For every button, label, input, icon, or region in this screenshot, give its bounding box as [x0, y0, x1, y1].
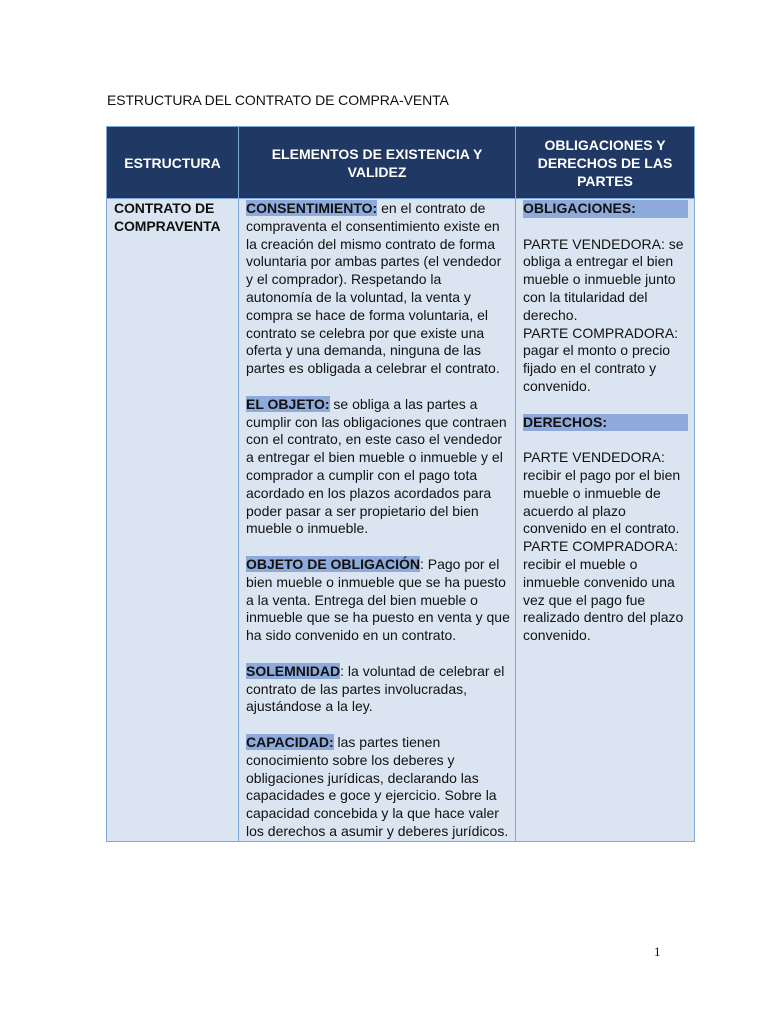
table-row — [107, 199, 695, 842]
element-term: CAPACIDAD: — [246, 733, 334, 750]
element-text: las partes tienen conocimiento sobre los deberes y obligaciones jurídicas, declarando las capacidades e goce y ejercicio. Sobre la capacidad concebida y la que hace valer los derechos a asumir y deberes jurídicos. — [246, 733, 509, 839]
document-title: ESTRUCTURA DEL CONTRATO DE COMPRA-VENTA — [107, 92, 449, 108]
structure-cell: CONTRATO DE COMPRAVENTA — [107, 199, 239, 842]
rights-seller: PARTE VENDEDORA: recibir el pago por el bien mueble o inmueble de acuerdo al plazo convenido en el contrato. — [523, 449, 681, 537]
obligations-heading: OBLIGACIONES: — [523, 200, 688, 218]
spacer — [523, 396, 688, 414]
obligations-buyer: PARTE COMPRADORA: pagar el monto o precio fijado en el contrato y convenido. — [523, 324, 679, 394]
element-text: : la voluntad de celebrar el contrato de las partes involucradas, ajustándose a la ley. — [246, 662, 505, 715]
element-text: : Pago por el bien mueble o inmueble que se ha puesto a la venta. Entrega del bien mueble o inmueble que se ha puesto en venta y que ha sido convenido en un contrato. — [246, 555, 510, 644]
element-term: EL OBJETO: — [246, 395, 330, 412]
page-number: 1 — [654, 944, 661, 959]
obligations-seller: PARTE VENDEDORA: se obliga a entregar el bien mueble o inmueble junto con la titularidad del derecho. — [523, 235, 684, 323]
element-objeto — [246, 396, 511, 538]
element-term: CONSENTIMIENTO: — [246, 200, 378, 216]
element-text: en el contrato de compraventa el consentimiento existe en la creación del mismo contrato de forma voluntaria por ambas partes (el vendedor y el comprador). Respetando la autonomía de la voluntad, la venta y compra se hace de forma voluntaria, el contrato se celebra por que existe una oferta y una demanda, ninguna de las partes es obligada a celebrar el contrato. — [246, 200, 502, 377]
header-obligations-rights: OBLIGACIONES Y DERECHOS DE LAS PARTES — [516, 127, 695, 199]
table-header-row — [107, 127, 695, 199]
rights-heading: DERECHOS: — [523, 414, 688, 432]
obligations-rights-cell — [516, 199, 695, 842]
element-term: SOLEMNIDAD — [246, 662, 341, 679]
rights-buyer: PARTE COMPRADORA: recibir el mueble o inmueble convenido una vez que el pago fue realizado dentro del plazo convenido. — [523, 538, 684, 644]
element-capacidad — [246, 734, 511, 841]
element-term: OBJETO DE OBLIGACIÓN — [246, 555, 420, 572]
header-elements: ELEMENTOS DE EXISTENCIA Y VALIDEZ — [239, 127, 516, 199]
element-text: se obliga a las partes a cumplir con las obligaciones que contraen con el contrato, en este caso el vendedor a entregar el bien mueble o inmueble y el comprador a cumplir con el pago tota acordado en los plazos acordados para poder pasar a ser propietario del bien mueble o inmueble. — [246, 395, 507, 537]
element-solemnidad — [246, 663, 511, 716]
contract-structure-table — [106, 126, 695, 842]
element-consentimiento — [246, 200, 511, 378]
element-objeto-obligacion — [246, 556, 511, 645]
elements-cell — [239, 199, 516, 842]
header-structure: ESTRUCTURA — [107, 127, 239, 199]
